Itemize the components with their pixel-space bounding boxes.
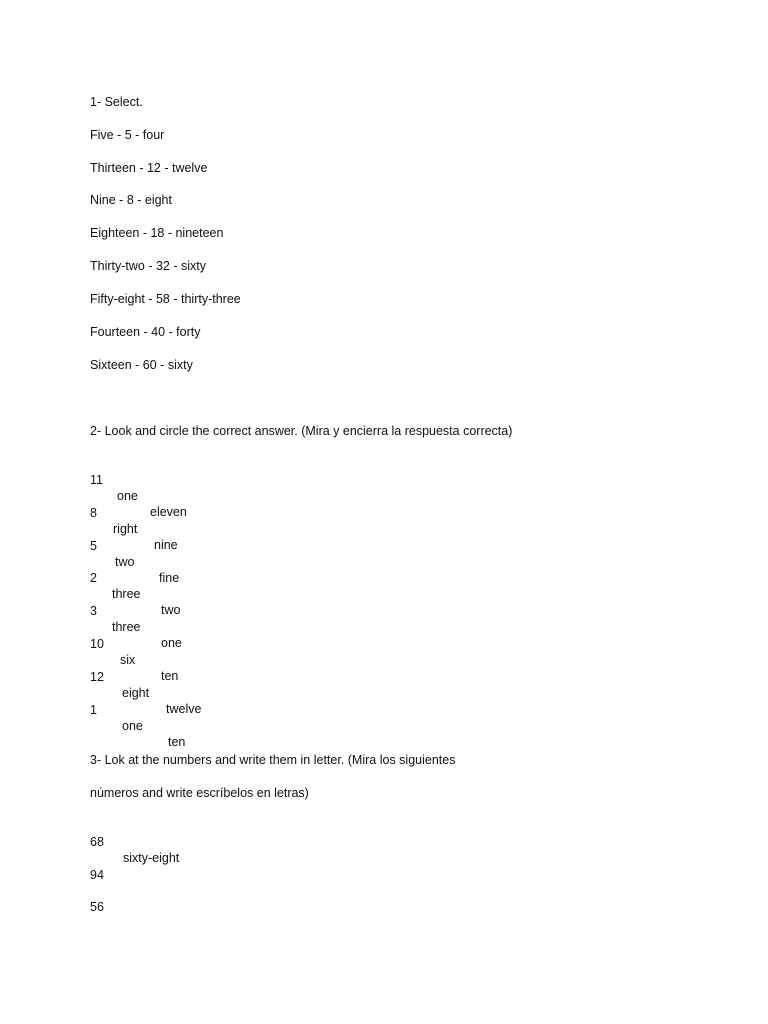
section1-line: Fifty-eight - 58 - thirty-three [90, 292, 241, 306]
row-number: 11 [90, 473, 103, 487]
option-b: one [161, 636, 182, 650]
option-b: fine [159, 571, 180, 585]
row-number: 1 [90, 703, 97, 717]
row-number: 10 [90, 637, 104, 651]
section1-line: Nine - 8 - eight [90, 193, 172, 207]
row-number: 94 [90, 868, 104, 882]
row-number: 56 [90, 900, 104, 914]
row-number: 2 [90, 571, 97, 585]
section1-heading: 1- Select. [90, 95, 143, 109]
row-number: 5 [90, 539, 97, 553]
section1-line: Sixteen - 60 - sixty [90, 358, 193, 372]
section1-line: Eighteen - 18 - nineteen [90, 226, 224, 240]
option-a: one [117, 489, 138, 503]
row-number: 68 [90, 835, 104, 849]
row-number: 8 [90, 506, 97, 520]
option-a: three [112, 620, 141, 634]
section1-line: Fourteen - 40 - forty [90, 325, 201, 339]
section2-heading: 2- Look and circle the correct answer. (Mira y encierra la respuesta correcta) [90, 424, 513, 438]
option-a: two [115, 555, 135, 569]
section1-line: Five - 5 - four [90, 128, 165, 142]
section1-line: Thirteen - 12 - twelve [90, 161, 208, 175]
row-number: 12 [90, 670, 104, 684]
option-b: two [161, 603, 181, 617]
option-a: eight [122, 686, 150, 700]
option-a: six [120, 653, 136, 667]
option-b: twelve [166, 702, 202, 716]
option-a: three [112, 587, 141, 601]
row-number: 3 [90, 604, 97, 618]
option-b: eleven [150, 505, 187, 519]
section3-heading-continued: números and write escríbelos en letras) [90, 786, 309, 800]
section3-heading: 3- Lok at the numbers and write them in letter. (Mira los siguientes [90, 753, 456, 767]
option-a: right [113, 522, 138, 536]
section3-row [90, 883, 104, 947]
option-a: one [122, 719, 143, 733]
option-b: nine [154, 538, 178, 552]
written-answer: sixty-eight [123, 851, 180, 865]
option-b: ten [168, 735, 186, 749]
section1-line: Thirty-two - 32 - sixty [90, 259, 206, 273]
option-b: ten [161, 669, 179, 683]
